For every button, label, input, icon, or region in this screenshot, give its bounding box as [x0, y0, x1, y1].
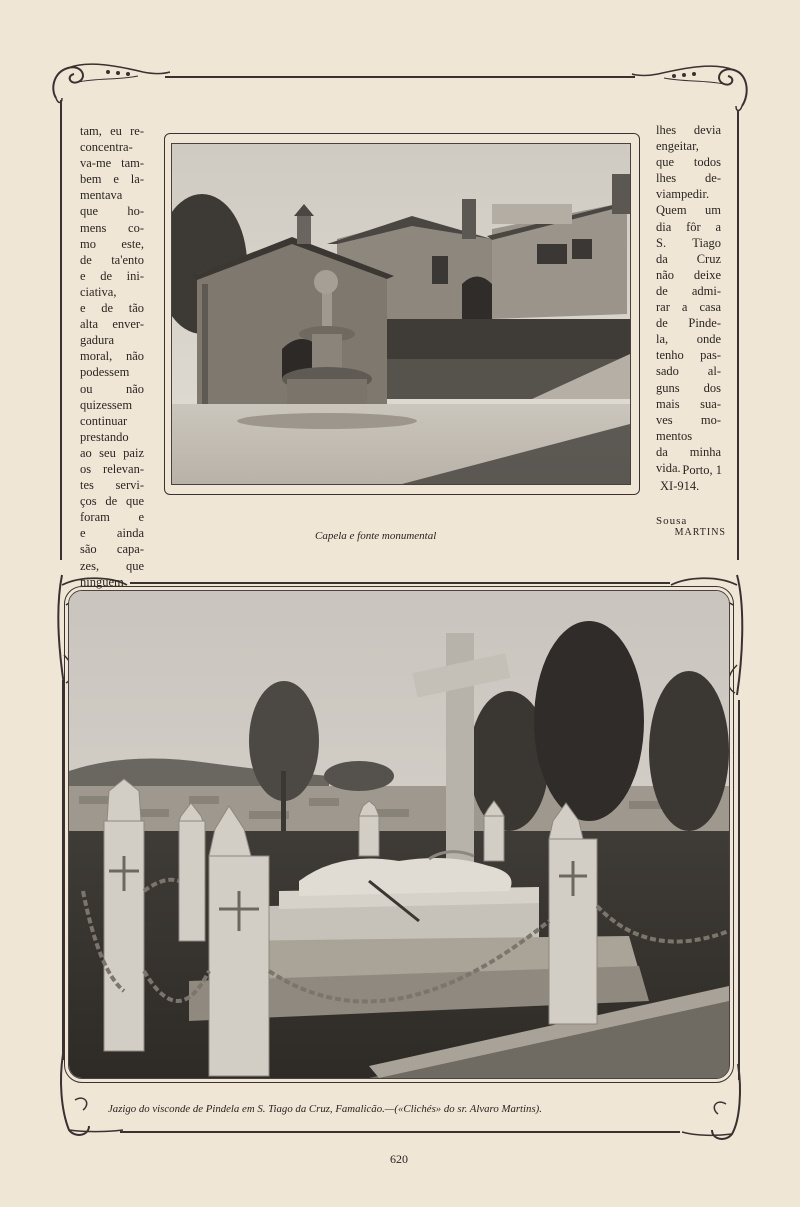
text-line: va-me tam- — [80, 156, 144, 171]
text-line: quizessem — [80, 397, 133, 412]
dateline — [660, 462, 722, 494]
text-line: engeitar, — [656, 139, 699, 154]
text-line: rar a casa — [656, 300, 721, 315]
text-line: prestando — [80, 429, 129, 444]
text-line: guns dos — [656, 380, 721, 395]
text-line: alta enver- — [80, 317, 144, 332]
text-line: zes, que — [80, 558, 144, 573]
text-line: mentava — [80, 188, 123, 203]
text-line: Quem um — [656, 203, 721, 218]
text-line: moral, não — [80, 349, 144, 364]
text-line: tam, eu re- — [80, 124, 144, 138]
text-line: ciativa, — [80, 284, 117, 299]
right-frame-line-top — [737, 110, 739, 560]
bottom-photo-caption: Jazigo do visconde de Pindela em S. Tiago da Cruz, Famalicão.—(«Clichés» do sr. Alvaro Martins). — [108, 1103, 542, 1115]
text-line: mentos — [656, 428, 693, 443]
text-line: mo este, — [80, 236, 144, 251]
left-text-column — [80, 123, 144, 590]
text-line: da minha — [656, 444, 721, 459]
signature-line: Sousa — [656, 515, 688, 527]
text-line: não deixe — [656, 267, 721, 282]
text-line: que todos — [656, 155, 721, 170]
text-line: dia fôr a — [656, 219, 721, 234]
dateline-line: Porto, 1 — [682, 463, 722, 477]
text-line: lhes devia — [656, 123, 721, 137]
text-line: podessem — [80, 365, 130, 380]
text-line: mens co- — [80, 220, 144, 235]
text-line: lhes de- — [656, 171, 721, 186]
signature-line: MARTINS — [674, 527, 726, 538]
top-frame-line — [165, 76, 635, 78]
top-right-ornament-icon — [630, 58, 752, 113]
text-line: la, onde — [656, 332, 721, 347]
text-line: vida. — [656, 460, 681, 475]
text-line: concentra- — [80, 140, 133, 155]
middle-frame-line — [130, 582, 670, 584]
text-line: que ho- — [80, 204, 144, 219]
text-line: ves mo- — [656, 412, 721, 427]
top-photo-caption: Capela e fonte monumental — [315, 530, 437, 542]
text-line: de Pinde- — [656, 316, 721, 331]
text-line: são capa- — [80, 542, 144, 557]
bottom-frame-line — [120, 1131, 680, 1133]
text-line: tes servi- — [80, 478, 144, 493]
left-frame-line-top — [60, 100, 62, 560]
tomb-photo — [68, 590, 730, 1079]
text-line: e de ini- — [80, 268, 144, 283]
text-line: ou não — [80, 381, 144, 396]
top-left-ornament-icon — [48, 58, 173, 106]
right-frame-line-bottom — [738, 700, 740, 1080]
text-line: os relevan- — [80, 461, 144, 476]
text-line: gadura — [80, 333, 115, 348]
page-number: 620 — [390, 1152, 408, 1166]
text-line: S. Tiago — [656, 235, 721, 250]
text-line: de admi- — [656, 283, 721, 298]
right-text-column — [656, 122, 721, 476]
text-line: ços de que — [80, 494, 144, 509]
text-line: viampedir. — [656, 187, 710, 202]
text-line: da Cruz — [656, 251, 721, 266]
author-signature — [656, 515, 726, 538]
text-line: e de tão — [80, 301, 144, 316]
text-line: tenho pas- — [656, 348, 721, 363]
text-line: sado al- — [656, 364, 721, 379]
text-line: e ainda — [80, 526, 144, 541]
text-line: continuar — [80, 413, 128, 428]
text-line: bem e la- — [80, 172, 144, 187]
text-line: de ta'ento — [80, 252, 144, 267]
text-line: ninguem — [80, 574, 124, 589]
text-line: foram e — [80, 510, 144, 525]
dateline-line: XI-914. — [660, 479, 700, 494]
left-frame-line-bottom — [62, 680, 64, 1060]
text-line: ao seu paiz — [80, 445, 144, 460]
text-line: mais sua- — [656, 396, 721, 411]
chapel-fountain-photo — [171, 143, 631, 485]
